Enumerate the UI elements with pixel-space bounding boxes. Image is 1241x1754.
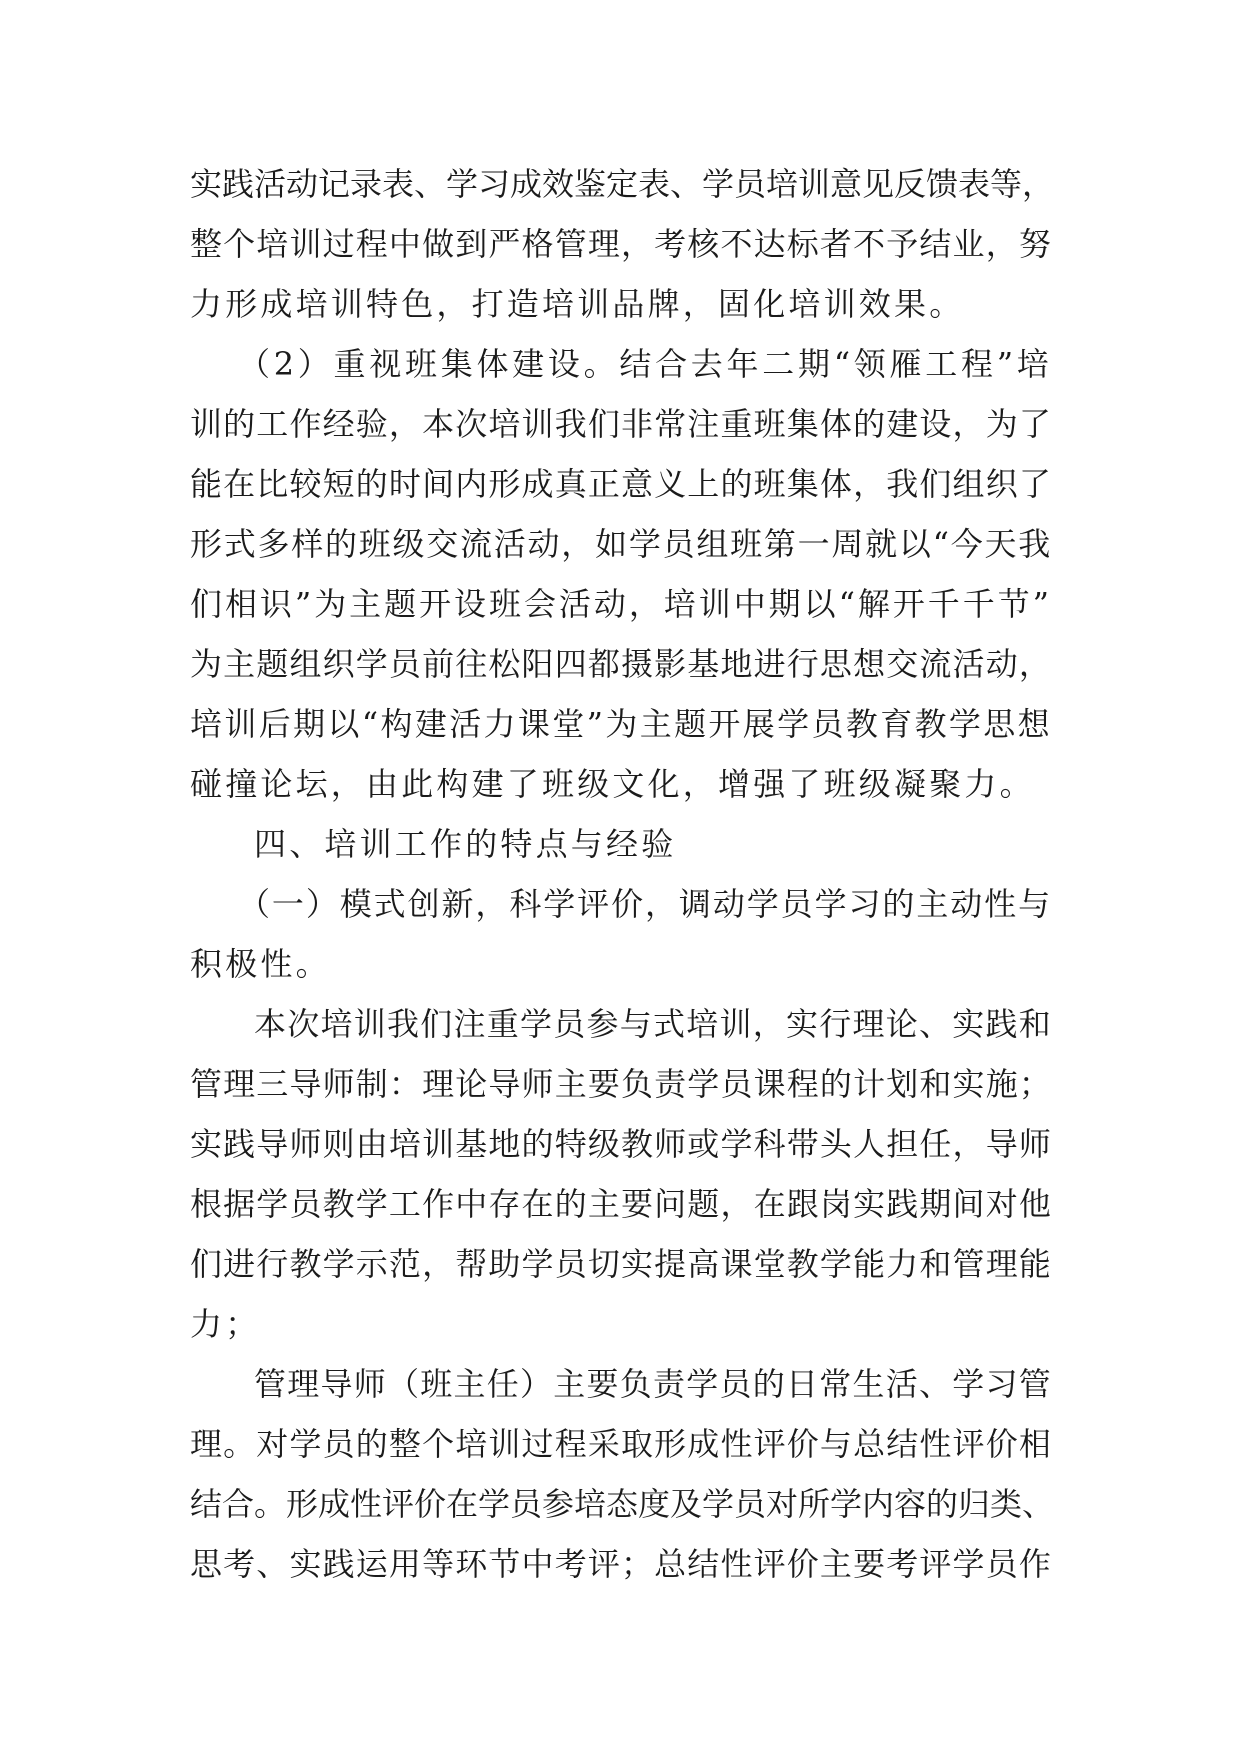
text-line: 根据学员教学工作中存在的主要问题，在跟岗实践期间对他 xyxy=(190,1185,1052,1223)
text-line: 们进行教学示范，帮助学员切实提高课堂教学能力和管理能 xyxy=(190,1245,1052,1283)
text-line: 实践活动记录表、学习成效鉴定表、学员培训意见反馈表等， xyxy=(190,165,1055,203)
text-line: 管理三导师制：理论导师主要负责学员课程的计划和实施； xyxy=(190,1065,1052,1103)
section-heading: 四、培训工作的特点与经验 xyxy=(254,825,677,863)
text-line: 实践导师则由培训基地的特级教师或学科带头人担任，导师 xyxy=(190,1125,1052,1163)
subsection-heading: （一）模式创新，科学评价，调动学员学习的主动性与 xyxy=(238,885,1052,923)
text-line: （2）重视班集体建设。结合去年二期“领雁工程”培 xyxy=(238,345,1052,383)
text-line: 整个培训过程中做到严格管理，考核不达标者不予结业，努 xyxy=(190,225,1052,263)
text-line: 理。对学员的整个培训过程采取形成性评价与总结性评价相 xyxy=(190,1425,1052,1463)
text-line: 形式多样的班级交流活动，如学员组班第一周就以“今天我 xyxy=(190,525,1052,563)
text-line: 为主题组织学员前往松阳四都摄影基地进行思想交流活动， xyxy=(190,645,1052,683)
text-line: 本次培训我们注重学员参与式培训，实行理论、实践和 xyxy=(254,1005,1052,1043)
text-line: 们相识”为主题开设班会活动，培训中期以“解开千千节” xyxy=(190,585,1052,623)
text-line: 力； xyxy=(190,1305,261,1343)
body-text xyxy=(190,154,1055,1594)
text-line: 能在比较短的时间内形成真正意义上的班集体，我们组织了 xyxy=(190,465,1052,503)
subsection-heading-continuation: 积极性。 xyxy=(190,945,331,983)
text-line: 思考、实践运用等环节中考评；总结性评价主要考评学员作 xyxy=(190,1545,1052,1583)
text-line: 力形成培训特色，打造培训品牌，固化培训效果。 xyxy=(190,285,965,323)
text-line: 管理导师（班主任）主要负责学员的日常生活、学习管 xyxy=(254,1365,1052,1403)
text-line: 训的工作经验，本次培训我们非常注重班集体的建设，为了 xyxy=(190,405,1052,443)
text-line: 结合。形成性评价在学员参培态度及学员对所学内容的归类、 xyxy=(190,1485,1055,1523)
text-line: 碰撞论坛，由此构建了班级文化，增强了班级凝聚力。 xyxy=(190,765,1035,803)
text-line: 培训后期以“构建活力课堂”为主题开展学员教育教学思想 xyxy=(190,705,1052,743)
